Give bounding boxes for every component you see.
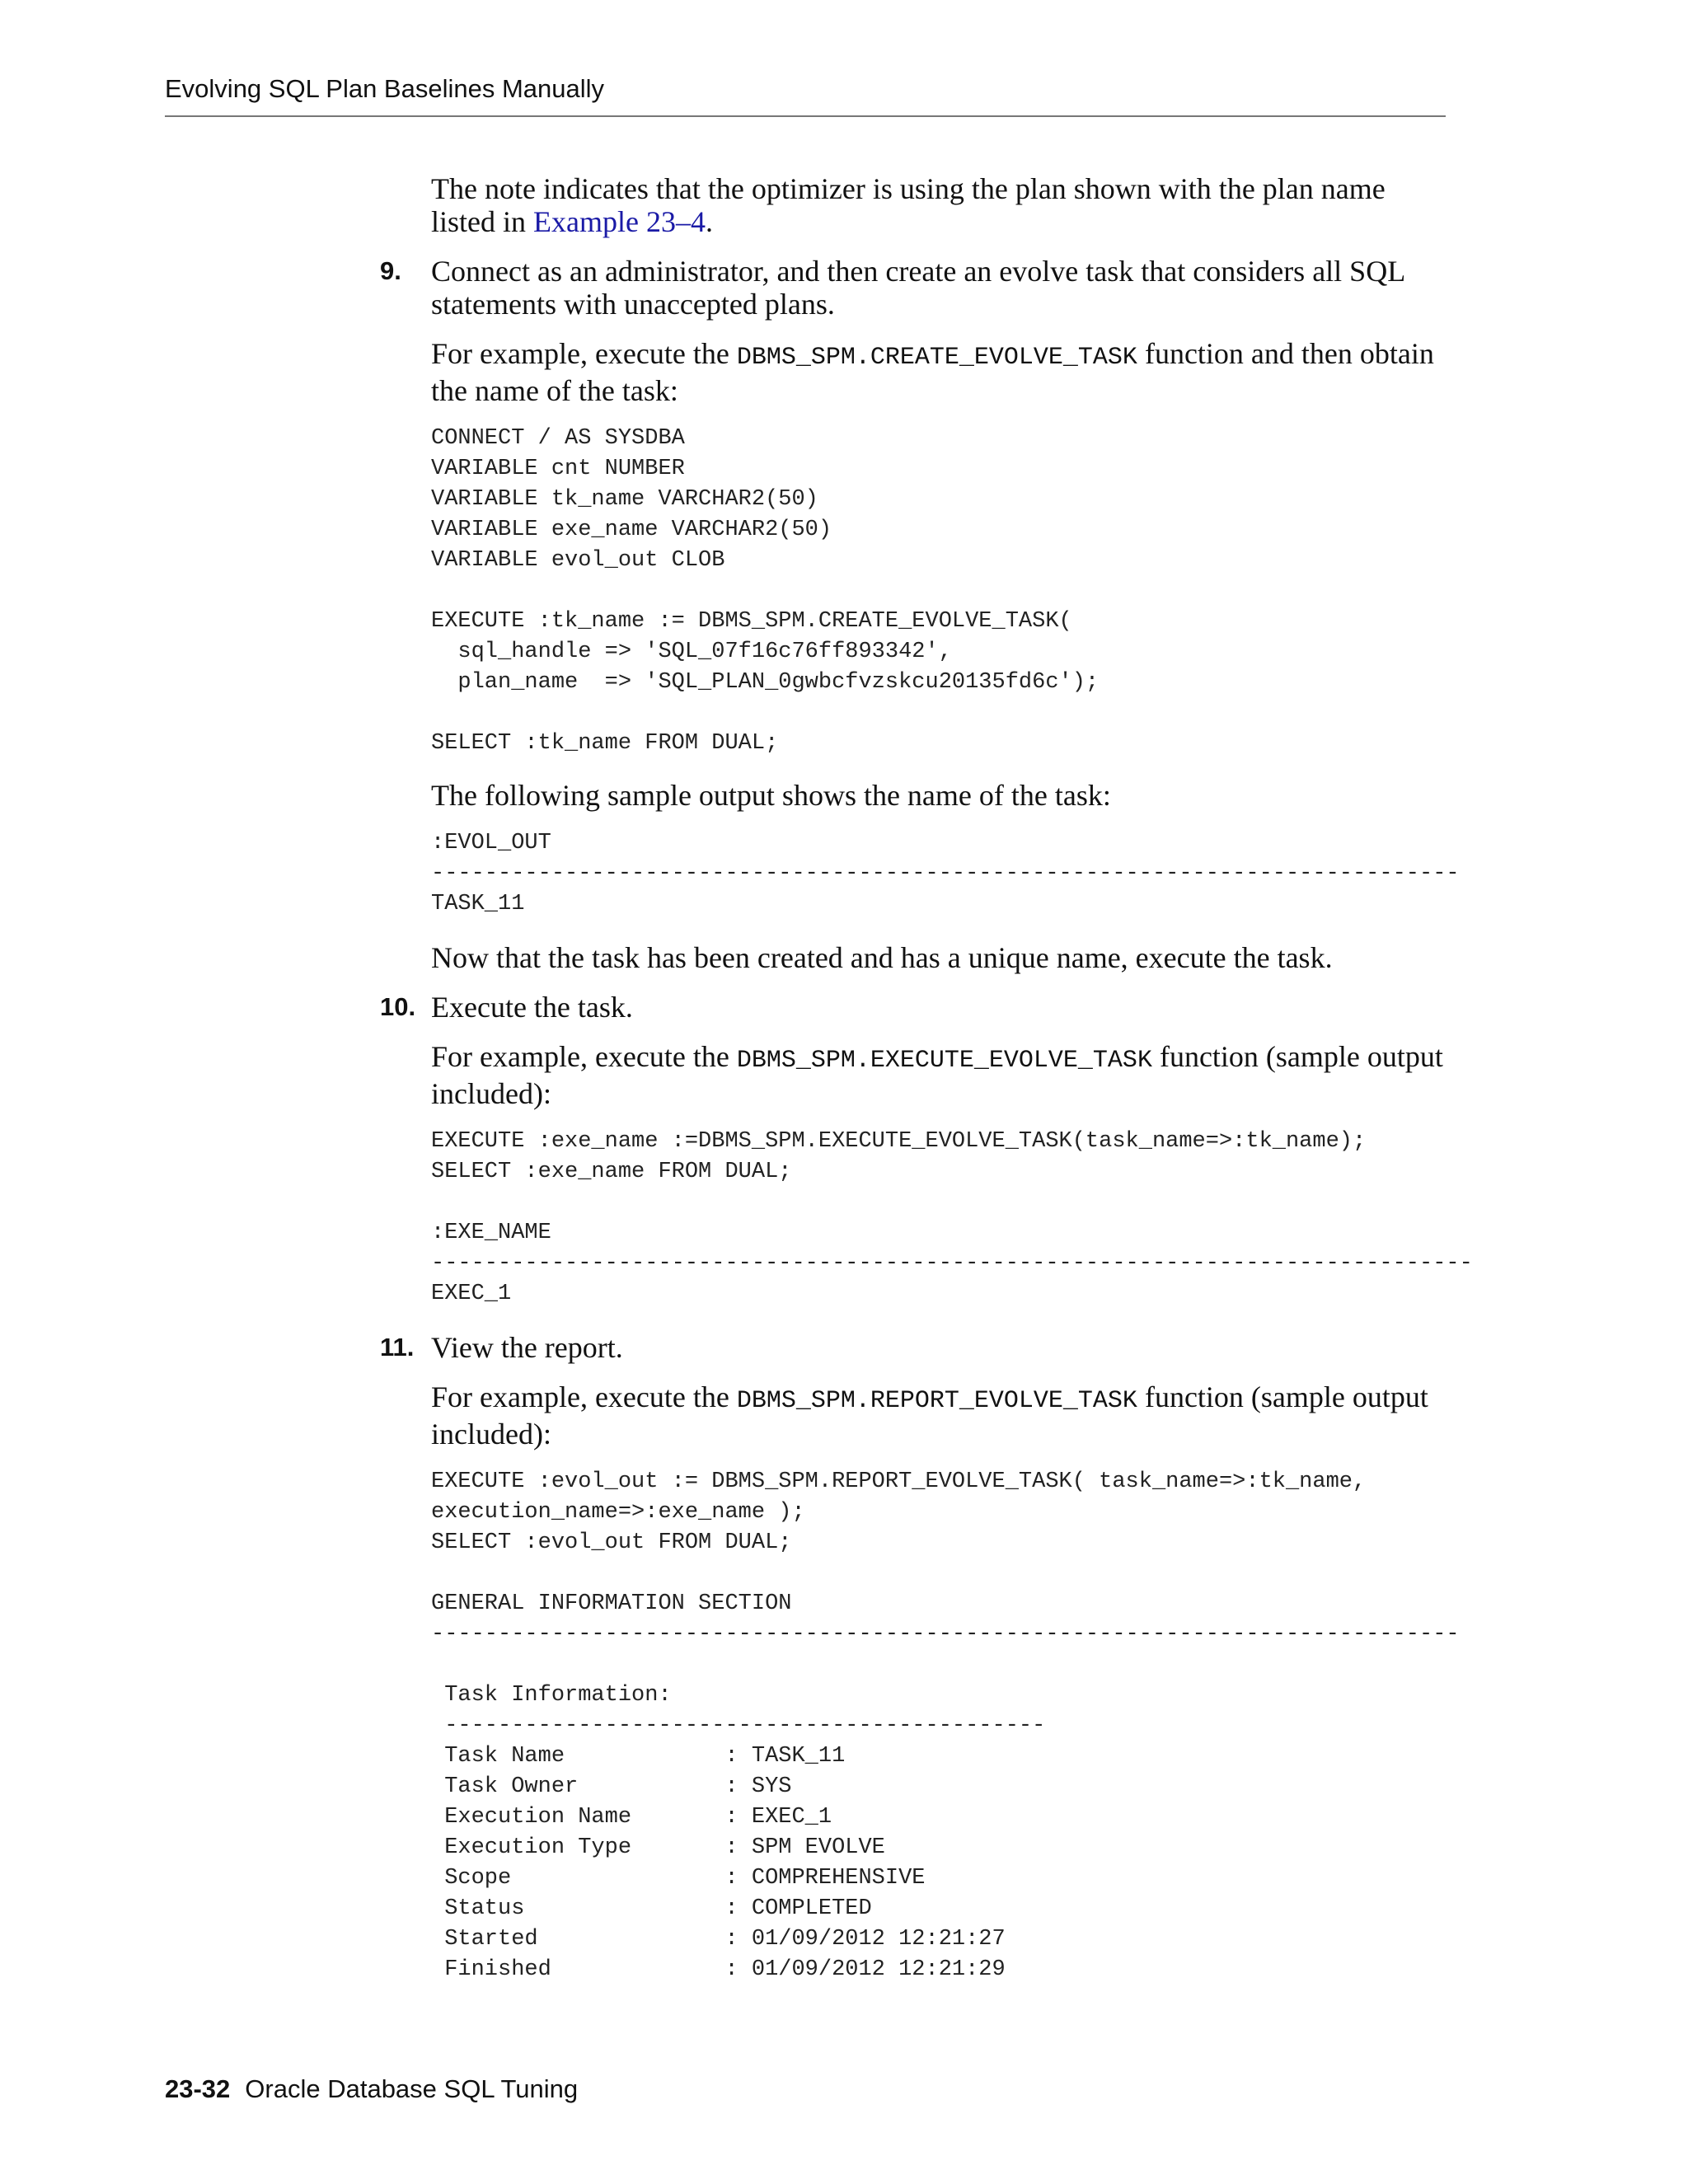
- book-title: Oracle Database SQL Tuning: [245, 2074, 579, 2103]
- step-11: [380, 1331, 1460, 1985]
- output-intro: The following sample output shows the name of the task:: [431, 779, 1111, 812]
- step-9: [380, 255, 1460, 974]
- example-link[interactable]: Example 23–4: [533, 205, 706, 238]
- step-number: 10.: [380, 992, 416, 1021]
- header-rule: [165, 115, 1446, 117]
- inline-code: DBMS_SPM.CREATE_EVOLVE_TASK: [736, 344, 1137, 372]
- inline-code: DBMS_SPM.EXECUTE_EVOLVE_TASK: [736, 1047, 1152, 1075]
- example-text-end: function (sample output included):: [431, 1380, 1428, 1451]
- example-text-end: function and then obtain the name of the task:: [431, 337, 1434, 407]
- step-text: Execute the task.: [431, 991, 633, 1024]
- running-footer: [165, 2074, 578, 2104]
- inline-code: DBMS_SPM.REPORT_EVOLVE_TASK: [736, 1387, 1137, 1415]
- code-block: CONNECT / AS SYSDBA VARIABLE cnt NUMBER VARIABLE tk_name VARCHAR2(50) VARIABLE exe_name VARCHAR2(50) VARIABLE evol_out CLOB EXECUTE :tk_name := DBMS_SPM.CREATE_EVOLVE_TASK( sql_handle => 'SQL_07f16c76ff893342', plan_name => 'SQL_PLAN_0gwbcfvzskcu20135fd6c'); SELECT :tk_name FROM DUAL;: [431, 426, 1100, 756]
- step-example: [431, 1380, 1453, 1451]
- step-example: [431, 337, 1453, 407]
- code-block: EXECUTE :exe_name :=DBMS_SPM.EXECUTE_EVOLVE_TASK(task_name=>:tk_name); SELECT :exe_name FROM DUAL; :EXE_NAME ------------------------------------------------------------------------------ EXEC_1: [431, 1129, 1473, 1306]
- step-number: 9.: [380, 256, 401, 285]
- step-followup: Now that the task has been created and has a unique name, execute the task.: [431, 941, 1333, 974]
- intro-text: The note indicates that the optimizer is using the plan shown with the plan name listed in: [431, 172, 1386, 238]
- output-block: :EVOL_OUT ----------------------------------------------------------------------------- TASK_11: [431, 831, 1460, 916]
- step-number: 11.: [380, 1333, 415, 1361]
- page-content: [380, 172, 1473, 2005]
- step-example: [431, 1040, 1453, 1110]
- step-text: View the report.: [431, 1331, 623, 1364]
- code-block: EXECUTE :evol_out := DBMS_SPM.REPORT_EVOLVE_TASK( task_name=>:tk_name, execution_name=>:exe_name ); SELECT :evol_out FROM DUAL; GENERAL INFORMATION SECTION ----------------------------------------------------------------------------- Task Information: --------------------------------------------- Task Name : TASK_11 Task Owner : SYS Execution Name : EXEC_1 Execution Type : SPM EVOLVE Scope : COMPREHENSIVE Status : COMPLETED Started : 01/09/2012 12:21:27 Finished : 01/09/2012 12:21:29: [431, 1469, 1460, 1982]
- step-10: [380, 991, 1473, 1310]
- example-text: For example, execute the: [431, 337, 737, 370]
- intro-text-end: .: [705, 205, 713, 238]
- example-text: For example, execute the: [431, 1040, 737, 1073]
- step-text: Connect as an administrator, and then create an evolve task that considers all SQL statements with unaccepted plans.: [431, 255, 1404, 321]
- page-number: 23-32: [165, 2074, 231, 2103]
- intro-paragraph: [431, 172, 1453, 238]
- example-text-end: function (sample output included):: [431, 1040, 1443, 1110]
- example-text: For example, execute the: [431, 1380, 737, 1413]
- running-header: Evolving SQL Plan Baselines Manually: [165, 74, 605, 103]
